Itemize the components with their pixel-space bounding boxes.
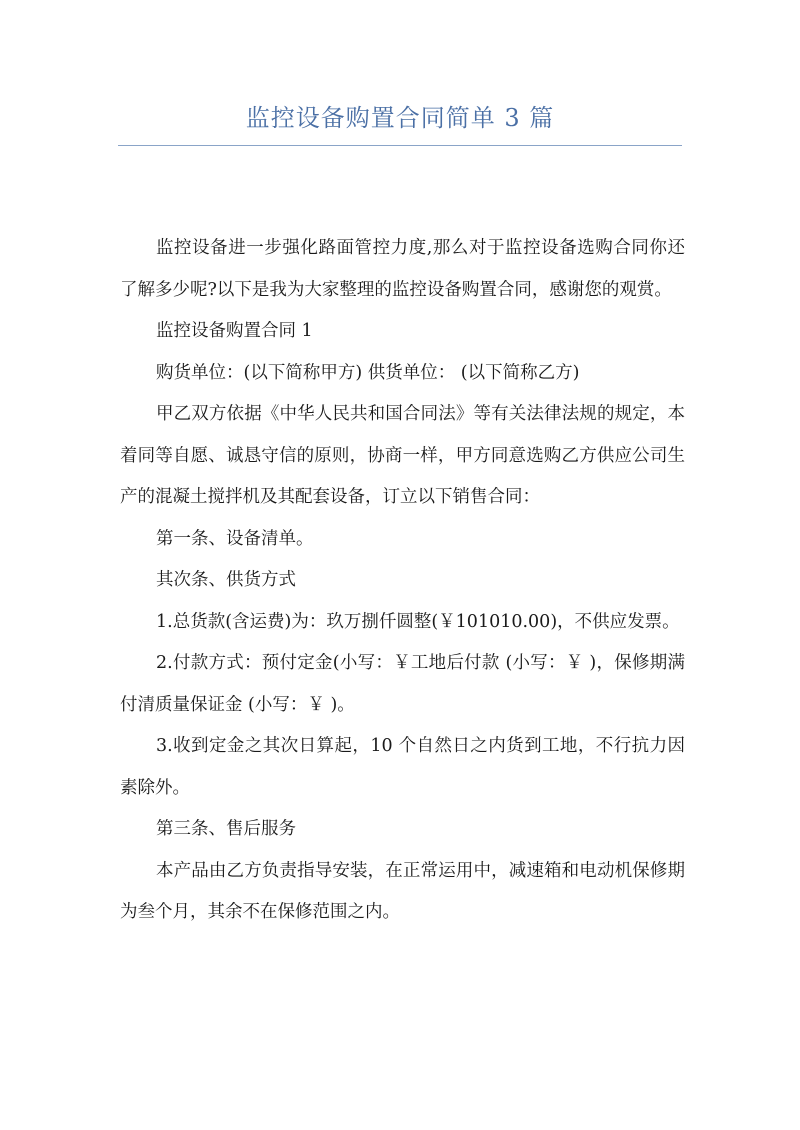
clause-delivery: 3.收到定金之其次日算起，10 个自然日之内货到工地，不行抗力因素除外。 — [120, 736, 685, 798]
preamble-paragraph: 甲乙双方依据《中华人民共和国合同法》等有关法律法规的规定，本着同等自愿、诚恳守信的原则，协商一样，甲方同意选购乙方供应公司生产的混凝土搅拌机及其配套设备，订立以下销售合同： — [120, 404, 685, 507]
document-title: 监控设备购置合同简单 3 篇 — [245, 104, 555, 132]
article-1-heading: 第一条、设备清单。 — [156, 528, 314, 549]
intro-paragraph: 监控设备进一步强化路面管控力度,那么对于监控设备选购合同你还了解多少呢?以下是我为大家整理的监控设备购置合同，感谢您的观赏。 — [120, 238, 685, 300]
article-2-heading: 其次条、供货方式 — [156, 570, 296, 590]
article-3-heading: 第三条、售后服务 — [156, 819, 296, 839]
document-body — [120, 228, 685, 934]
parties-line: 购货单位：(以下简称甲方) 供货单位： (以下简称乙方) — [156, 362, 580, 383]
clause-payment-method: 2.付款方式：预付定金(小写：￥工地后付款 (小写：￥ )，保修期满付清质量保证金 (小写：￥ )。 — [120, 653, 685, 715]
title-underline — [118, 145, 682, 146]
after-sales-paragraph: 本产品由乙方负责指导安装，在正常运用中，减速箱和电动机保修期为叁个月，其余不在保修范围之内。 — [120, 860, 685, 922]
clause-total-price: 1.总货款(含运费)为：玖万捌仟圆整(￥101010.00)，不供应发票。 — [156, 611, 680, 632]
contract-heading: 监控设备购置合同 1 — [156, 321, 313, 341]
